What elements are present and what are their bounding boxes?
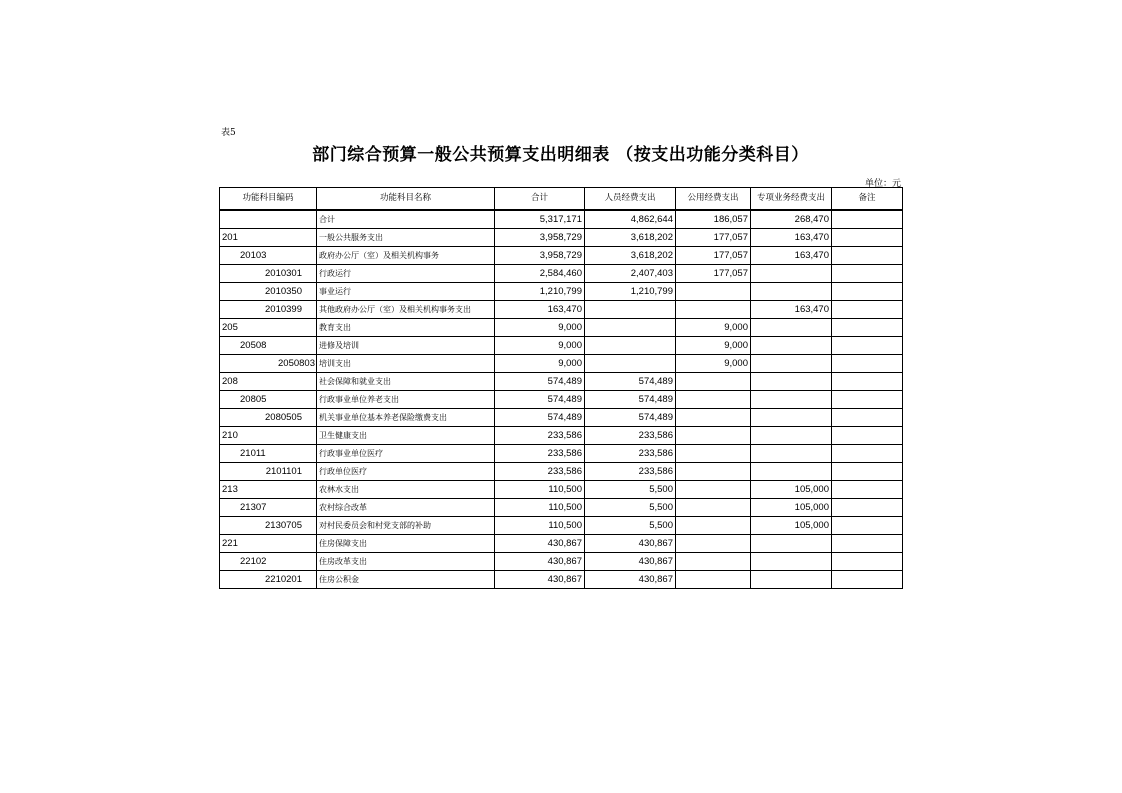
cell-name: 住房改革支出 — [317, 553, 495, 571]
cell-special: 105,000 — [751, 517, 832, 535]
cell-public — [676, 373, 751, 391]
cell-name: 一般公共服务支出 — [317, 229, 495, 247]
cell-special — [751, 373, 832, 391]
cell-note — [832, 571, 903, 589]
cell-total: 430,867 — [495, 535, 585, 553]
cell-note — [832, 391, 903, 409]
table-row — [220, 265, 903, 283]
cell-code: 210 — [220, 427, 317, 445]
cell-code: 20103 — [220, 247, 317, 265]
header-public: 公用经费支出 — [676, 188, 751, 211]
cell-personnel: 5,500 — [585, 517, 676, 535]
cell-note — [832, 445, 903, 463]
cell-name: 进修及培训 — [317, 337, 495, 355]
cell-special: 163,470 — [751, 247, 832, 265]
cell-total: 574,489 — [495, 409, 585, 427]
cell-public — [676, 283, 751, 301]
table-row — [220, 499, 903, 517]
cell-personnel: 430,867 — [585, 535, 676, 553]
cell-personnel — [585, 301, 676, 319]
cell-personnel — [585, 337, 676, 355]
cell-note — [832, 499, 903, 517]
table-row — [220, 481, 903, 499]
cell-personnel — [585, 319, 676, 337]
cell-total: 110,500 — [495, 499, 585, 517]
cell-total: 9,000 — [495, 319, 585, 337]
cell-note — [832, 409, 903, 427]
cell-special: 105,000 — [751, 481, 832, 499]
cell-total: 2,584,460 — [495, 265, 585, 283]
cell-code: 22102 — [220, 553, 317, 571]
cell-name: 其他政府办公厅（室）及相关机构事务支出 — [317, 301, 495, 319]
cell-code: 2010301 — [220, 265, 317, 283]
cell-total: 574,489 — [495, 373, 585, 391]
cell-name: 社会保障和就业支出 — [317, 373, 495, 391]
table-row — [220, 355, 903, 373]
cell-name: 合计 — [317, 210, 495, 229]
cell-special: 268,470 — [751, 210, 832, 229]
cell-special — [751, 409, 832, 427]
cell-personnel: 430,867 — [585, 553, 676, 571]
cell-name: 行政单位医疗 — [317, 463, 495, 481]
cell-code: 2010350 — [220, 283, 317, 301]
cell-public: 9,000 — [676, 319, 751, 337]
cell-public — [676, 517, 751, 535]
table-row — [220, 391, 903, 409]
cell-note — [832, 373, 903, 391]
cell-personnel: 574,489 — [585, 391, 676, 409]
cell-total: 5,317,171 — [495, 210, 585, 229]
cell-total: 430,867 — [495, 571, 585, 589]
cell-note — [832, 355, 903, 373]
table-row — [220, 301, 903, 319]
cell-code: 2210201 — [220, 571, 317, 589]
cell-public: 9,000 — [676, 337, 751, 355]
table-row — [220, 463, 903, 481]
table-row — [220, 553, 903, 571]
cell-note — [832, 517, 903, 535]
cell-name: 行政事业单位养老支出 — [317, 391, 495, 409]
header-total: 合计 — [495, 188, 585, 211]
table-row — [220, 535, 903, 553]
cell-personnel: 4,862,644 — [585, 210, 676, 229]
cell-special — [751, 571, 832, 589]
cell-total: 233,586 — [495, 463, 585, 481]
cell-special — [751, 355, 832, 373]
cell-code: 20805 — [220, 391, 317, 409]
cell-public — [676, 463, 751, 481]
cell-personnel: 5,500 — [585, 499, 676, 517]
cell-code: 205 — [220, 319, 317, 337]
cell-code — [220, 210, 317, 229]
cell-name: 住房公积金 — [317, 571, 495, 589]
cell-public — [676, 535, 751, 553]
cell-special — [751, 319, 832, 337]
budget-table — [219, 187, 903, 589]
cell-public — [676, 409, 751, 427]
cell-name: 事业运行 — [317, 283, 495, 301]
cell-special — [751, 535, 832, 553]
cell-total: 163,470 — [495, 301, 585, 319]
cell-personnel: 233,586 — [585, 427, 676, 445]
cell-public — [676, 499, 751, 517]
cell-name: 卫生健康支出 — [317, 427, 495, 445]
cell-personnel: 430,867 — [585, 571, 676, 589]
table-row — [220, 337, 903, 355]
cell-public: 9,000 — [676, 355, 751, 373]
cell-note — [832, 265, 903, 283]
table-row — [220, 319, 903, 337]
cell-personnel: 574,489 — [585, 373, 676, 391]
cell-name: 行政运行 — [317, 265, 495, 283]
cell-public: 186,057 — [676, 210, 751, 229]
cell-special — [751, 445, 832, 463]
cell-total: 233,586 — [495, 445, 585, 463]
cell-name: 对村民委员会和村党支部的补助 — [317, 517, 495, 535]
page-title: 部门综合预算一般公共预算支出明细表 （按支出功能分类科目） — [312, 145, 809, 165]
cell-note — [832, 427, 903, 445]
table-row — [220, 571, 903, 589]
table-body — [220, 210, 903, 589]
cell-personnel: 1,210,799 — [585, 283, 676, 301]
cell-code: 201 — [220, 229, 317, 247]
cell-total: 1,210,799 — [495, 283, 585, 301]
cell-note — [832, 481, 903, 499]
cell-special: 105,000 — [751, 499, 832, 517]
cell-public: 177,057 — [676, 247, 751, 265]
cell-special — [751, 283, 832, 301]
cell-special — [751, 391, 832, 409]
header-personnel: 人员经费支出 — [585, 188, 676, 211]
cell-note — [832, 319, 903, 337]
table-row — [220, 517, 903, 535]
cell-total: 9,000 — [495, 337, 585, 355]
cell-note — [832, 247, 903, 265]
cell-public — [676, 301, 751, 319]
cell-code: 2130705 — [220, 517, 317, 535]
cell-name: 机关事业单位基本养老保险缴费支出 — [317, 409, 495, 427]
cell-code: 21011 — [220, 445, 317, 463]
cell-public — [676, 445, 751, 463]
cell-special — [751, 553, 832, 571]
cell-name: 农村综合改革 — [317, 499, 495, 517]
cell-code: 208 — [220, 373, 317, 391]
cell-special: 163,470 — [751, 229, 832, 247]
cell-special — [751, 265, 832, 283]
table-row — [220, 210, 903, 229]
cell-note — [832, 301, 903, 319]
cell-name: 行政事业单位医疗 — [317, 445, 495, 463]
header-note: 备注 — [832, 188, 903, 211]
cell-public — [676, 391, 751, 409]
table-row — [220, 427, 903, 445]
cell-code: 221 — [220, 535, 317, 553]
cell-total: 3,958,729 — [495, 247, 585, 265]
header-special: 专项业务经费支出 — [751, 188, 832, 211]
cell-name: 培训支出 — [317, 355, 495, 373]
table-row — [220, 247, 903, 265]
cell-total: 9,000 — [495, 355, 585, 373]
cell-personnel: 3,618,202 — [585, 247, 676, 265]
cell-public — [676, 553, 751, 571]
unit-label: 单位：元 — [864, 179, 901, 189]
cell-public: 177,057 — [676, 229, 751, 247]
cell-personnel: 5,500 — [585, 481, 676, 499]
cell-code: 2010399 — [220, 301, 317, 319]
cell-total: 3,958,729 — [495, 229, 585, 247]
cell-code: 20508 — [220, 337, 317, 355]
cell-personnel: 233,586 — [585, 445, 676, 463]
cell-total: 233,586 — [495, 427, 585, 445]
cell-total: 574,489 — [495, 391, 585, 409]
cell-note — [832, 553, 903, 571]
cell-note — [832, 229, 903, 247]
cell-special — [751, 337, 832, 355]
cell-personnel: 2,407,403 — [585, 265, 676, 283]
cell-total: 430,867 — [495, 553, 585, 571]
cell-code: 2050803 — [220, 355, 317, 373]
cell-note — [832, 283, 903, 301]
cell-personnel: 3,618,202 — [585, 229, 676, 247]
table-header-row — [220, 188, 903, 211]
cell-name: 政府办公厅（室）及相关机构事务 — [317, 247, 495, 265]
table-row — [220, 373, 903, 391]
cell-note — [832, 337, 903, 355]
cell-special: 163,470 — [751, 301, 832, 319]
cell-note — [832, 210, 903, 229]
cell-code: 213 — [220, 481, 317, 499]
cell-personnel: 574,489 — [585, 409, 676, 427]
cell-name: 住房保障支出 — [317, 535, 495, 553]
header-name: 功能科目名称 — [317, 188, 495, 211]
header-code: 功能科目编码 — [220, 188, 317, 211]
cell-name: 农林水支出 — [317, 481, 495, 499]
cell-code: 2101101 — [220, 463, 317, 481]
cell-special — [751, 427, 832, 445]
cell-code: 2080505 — [220, 409, 317, 427]
table-row — [220, 229, 903, 247]
cell-note — [832, 463, 903, 481]
table-row — [220, 283, 903, 301]
cell-public — [676, 481, 751, 499]
cell-total: 110,500 — [495, 481, 585, 499]
table-number: 表5 — [221, 128, 236, 138]
cell-total: 110,500 — [495, 517, 585, 535]
cell-note — [832, 535, 903, 553]
cell-public — [676, 571, 751, 589]
table-row — [220, 409, 903, 427]
cell-public: 177,057 — [676, 265, 751, 283]
cell-personnel: 233,586 — [585, 463, 676, 481]
cell-name: 教育支出 — [317, 319, 495, 337]
cell-code: 21307 — [220, 499, 317, 517]
cell-personnel — [585, 355, 676, 373]
cell-public — [676, 427, 751, 445]
cell-special — [751, 463, 832, 481]
table-row — [220, 445, 903, 463]
